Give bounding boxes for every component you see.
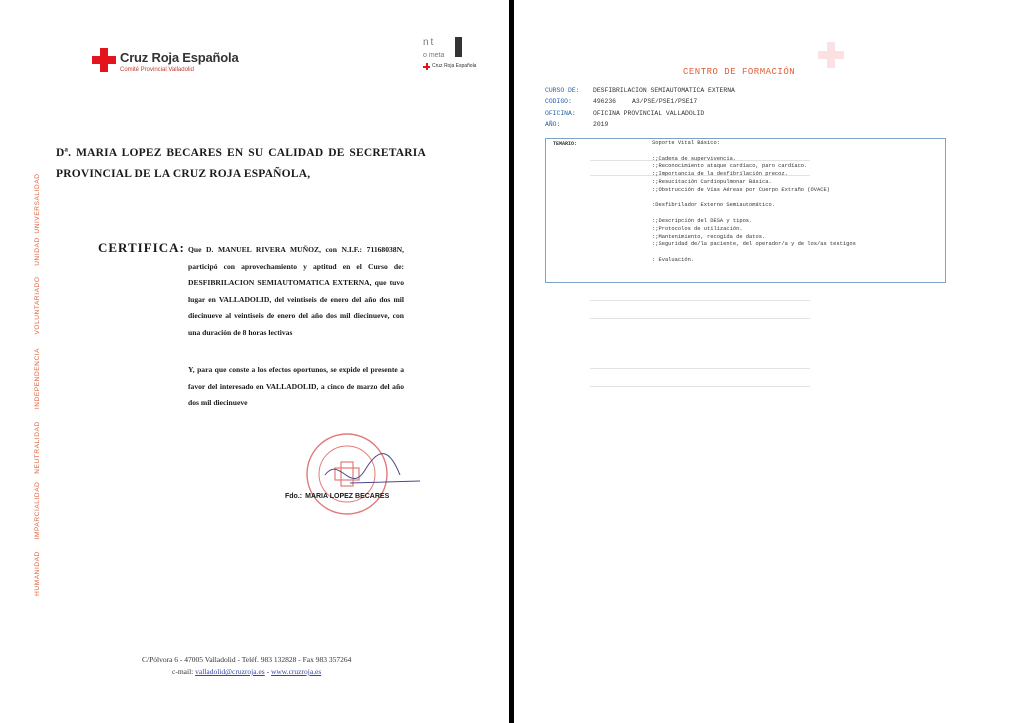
syllabus-label: TEMARIO: [553, 141, 578, 147]
certificate-heading: Dª. MARIA LOPEZ BECARES EN SU CALIDAD DE SECRETARIA PROVINCIAL DE LA CRUZ ROJA ESPAÑOLA, [56, 147, 426, 180]
principle-word: INDEPENDENCIA [34, 347, 41, 410]
syllabus-item: :;Obstrucción de Vías Aéreas por Cuerpo Extraño (OVACE) [652, 186, 830, 193]
row-value: OFICINA PROVINCIAL VALLADOLID [593, 110, 705, 117]
show-through-line [590, 368, 810, 369]
row-label: AÑO: [545, 121, 561, 128]
signatory-name: MARIA LOPEZ BECARES [305, 493, 390, 500]
footer-address: C/Pólvora 6 - 47005 Valladolid - Teléf. 983 132828 - Fax 983 357264 [142, 655, 352, 664]
principle-word: NEUTRALIDAD [34, 421, 41, 474]
syllabus-list [652, 140, 856, 265]
row-value-secondary: A3/PSE/PSE1/PSE17 [632, 98, 698, 105]
syllabus-item: :;Resucitación Cardiopulmonar Básica. [652, 178, 772, 185]
certificate-page [0, 0, 509, 723]
show-through-line [590, 386, 810, 387]
footer-contact [172, 667, 321, 676]
signatory [285, 493, 389, 500]
principle-word: HUMANIDAD [34, 551, 41, 596]
row-label: CODIGO: [545, 98, 572, 105]
partner-cross-icon [423, 63, 430, 70]
organization-name: Cruz Roja Española [120, 50, 239, 65]
red-cross-logo-icon [92, 48, 116, 72]
syllabus-item: :Desfibrilador Externo Semiautomático. [652, 202, 775, 209]
row-label: CURSO DE: [545, 87, 580, 94]
syllabus-item: :;Reconocimiento ataque cardíaco, paro cardíaco. [652, 163, 808, 170]
email-label: c-mail: [172, 667, 194, 676]
principle-word: IMPARCIALIDAD [34, 481, 41, 540]
faint-red-cross-icon [818, 42, 844, 68]
closing-text: Y, para que conste a los efectos oportunos, se expide el presente a favor del interesado en VALLADOLID, a cinco de marzo del año dos mil diecinueve [188, 365, 404, 408]
certifica-label: CERTIFICA: [98, 240, 185, 255]
syllabus-item: Soporte Vital Básico: [652, 140, 720, 146]
course-row [545, 87, 735, 94]
syllabus-item: : Evaluación. [652, 256, 695, 263]
row-label: OFICINA: [545, 110, 576, 117]
office-row [545, 110, 704, 117]
syllabus-item [652, 210, 856, 218]
show-through-line [590, 318, 810, 319]
principle-word: UNIDAD [34, 237, 41, 266]
syllabus-item: :;Importancia de la desfibrilación precoz. [652, 171, 788, 178]
footer-separator: - [266, 667, 270, 676]
email-link[interactable]: valladolid@cruzroja.es [195, 667, 265, 676]
partner-logo-bar [455, 37, 462, 57]
page-title: CENTRO DE FORMACIÓN [683, 67, 796, 77]
syllabus-item [652, 148, 856, 156]
show-through-line [590, 300, 810, 301]
partner-logo-text: nt [423, 37, 436, 48]
website-link[interactable]: www.cruzroja.es [270, 667, 322, 676]
partner-logo-text-2: o meta [423, 52, 445, 59]
principles-sidebar [30, 173, 44, 596]
code-row [545, 98, 697, 105]
syllabus-item: :;Protocolos de utilización. [652, 225, 743, 232]
syllabus-item: :;Cadena de supervivencia. [652, 155, 737, 162]
syllabus-item: :;Mantenimiento, recogida de datos. [652, 233, 766, 240]
syllabus-item [652, 249, 856, 257]
row-value: 496236 [593, 98, 617, 105]
year-row [545, 121, 608, 128]
certifica-body: Que D. MANUEL RIVERA MUÑOZ, con N.I.F.: 71168038N, participó con aprovechamiento y aptitud en el Curso de: DESFIBRILACION SEMIAUTOMATICA EXTERNA, que tuvo lugar en VALLADOLID, del veintiseis de enero del año dos mil diecinueve al veintiseis de enero del año dos mil diecinueve, con una duración de 8 horas lectivas [188, 245, 404, 337]
syllabus-item [652, 195, 856, 203]
row-value: 2019 [593, 121, 609, 128]
row-value: DESFIBRILACION SEMIAUTOMATICA EXTERNA [593, 87, 735, 94]
principle-word: VOLUNTARIADO [34, 276, 41, 335]
syllabus-item: :;Descripción del DESA y tipos. [652, 217, 753, 224]
organization-subtitle: Comité Provincial Valladolid [120, 67, 194, 73]
signature-label: Fdo.: [285, 493, 303, 500]
syllabus-page [514, 0, 1024, 723]
syllabus-item: :;Seguridad de/la paciente, del operador/a y de los/as testigos [652, 241, 856, 248]
partner-logo-sub: Cruz Roja Española [432, 63, 477, 69]
principle-word: UNIVERSALIDAD [34, 173, 41, 234]
